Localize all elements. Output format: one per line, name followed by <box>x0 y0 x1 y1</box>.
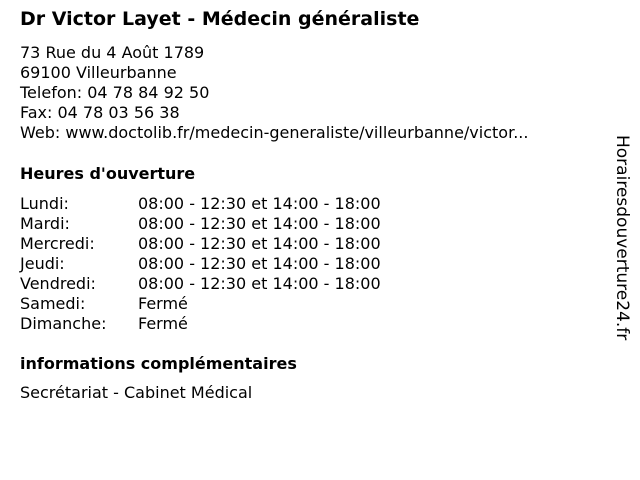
day-label: Mercredi: <box>20 234 95 253</box>
hours-row <box>20 294 381 314</box>
day-hours: 08:00 - 12:30 et 14:00 - 18:00 <box>138 214 381 233</box>
day-hours: 08:00 - 12:30 et 14:00 - 18:00 <box>138 234 381 253</box>
day-hours: 08:00 - 12:30 et 14:00 - 18:00 <box>138 254 381 273</box>
hours-row <box>20 194 381 214</box>
site-watermark: Horairesdouverture24.fr <box>612 135 632 341</box>
hours-row <box>20 314 381 334</box>
day-label: Dimanche: <box>20 314 107 333</box>
additional-info-heading: informations complémentaires <box>20 354 297 373</box>
contact-block <box>20 43 528 143</box>
day-label: Jeudi: <box>20 254 65 273</box>
day-hours: 08:00 - 12:30 et 14:00 - 18:00 <box>138 194 381 213</box>
opening-hours-table <box>20 194 381 334</box>
hours-row <box>20 234 381 254</box>
day-hours: 08:00 - 12:30 et 14:00 - 18:00 <box>138 274 381 293</box>
day-hours: Fermé <box>138 294 188 313</box>
day-label: Vendredi: <box>20 274 96 293</box>
street-address: 73 Rue du 4 Août 1789 <box>20 43 205 62</box>
hours-row <box>20 214 381 234</box>
day-label: Lundi: <box>20 194 69 213</box>
day-label: Samedi: <box>20 294 86 313</box>
city-address: 69100 Villeurbanne <box>20 63 177 82</box>
opening-hours-heading: Heures d'ouverture <box>20 164 196 183</box>
day-hours: Fermé <box>138 314 188 333</box>
fax-number: Fax: 04 78 03 56 38 <box>20 103 180 122</box>
additional-info-text: Secrétariat - Cabinet Médical <box>20 383 253 402</box>
hours-row <box>20 254 381 274</box>
page-title: Dr Victor Layet - Médecin généraliste <box>20 8 420 30</box>
phone-number: Telefon: 04 78 84 92 50 <box>20 83 210 102</box>
website-link[interactable]: Web: www.doctolib.fr/medecin-generaliste/villeurbanne/victor... <box>20 123 529 142</box>
day-label: Mardi: <box>20 214 70 233</box>
hours-row <box>20 274 381 294</box>
